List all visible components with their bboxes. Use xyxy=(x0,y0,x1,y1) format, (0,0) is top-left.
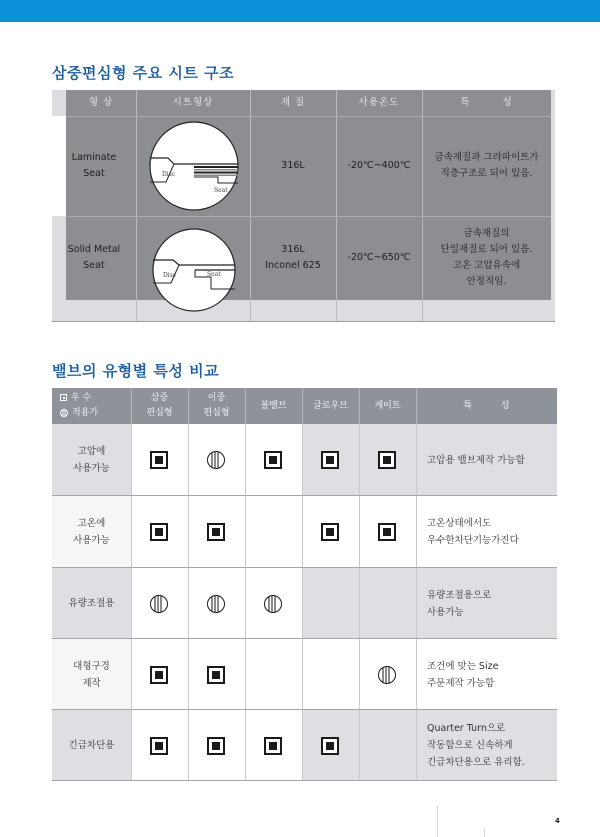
row-label: 고온에 사용가능 xyxy=(73,518,110,546)
row-feature: 고압용 밸브제작 가능함 xyxy=(427,454,525,466)
excellent-mark-icon xyxy=(264,451,282,469)
svg-text:Disc: Disc xyxy=(162,171,176,178)
svg-text:Disc: Disc xyxy=(163,272,177,279)
row2-temperature: -20℃~650℃ xyxy=(347,252,411,263)
section-title-seat-structure: 삼중편심형 주요 시트 구조 xyxy=(52,64,235,82)
table-row xyxy=(52,710,557,781)
excellent-symbol-icon xyxy=(60,394,67,401)
row1-shape: Laminate Seat xyxy=(71,152,117,179)
excellent-mark-icon xyxy=(150,737,168,755)
row-label: 대형구경 제작 xyxy=(73,660,110,689)
excellent-mark-icon xyxy=(207,737,225,755)
excellent-mark-icon xyxy=(150,451,168,469)
section-title-valve-comparison: 밸브의 유형별 특성 비교 xyxy=(52,362,220,380)
excellent-mark-icon xyxy=(378,523,396,541)
header-gate-valve: 게이트 xyxy=(374,400,401,411)
suitable-mark-icon xyxy=(264,595,282,613)
svg-text:Seat: Seat xyxy=(207,271,221,278)
excellent-mark-icon xyxy=(321,523,339,541)
header-temperature: 사용온도 xyxy=(358,97,400,108)
row1-material: 316L xyxy=(281,160,305,171)
header-seat-shape: 시트형상 xyxy=(172,97,214,108)
row-feature: Quarter Turn으로 작동함으로 신속하게 긴급차단용으로 유리함. xyxy=(427,723,525,768)
row-feature: 조건에 맞는 Size 주문제작 가능함 xyxy=(427,660,499,689)
table-header xyxy=(52,388,557,424)
row2-shape: Solid Metal Seat xyxy=(67,244,121,271)
excellent-mark-icon xyxy=(207,523,225,541)
header-feature: 특 성 xyxy=(463,400,510,411)
excellent-mark-icon xyxy=(150,523,168,541)
header-triple-offset: 삼중 편심형 xyxy=(146,393,173,418)
header-feature: 특 성 xyxy=(460,97,513,108)
table-row xyxy=(52,424,557,496)
svg-text:Seat: Seat xyxy=(214,187,228,194)
top-accent-bar xyxy=(0,0,600,22)
suitable-mark-icon xyxy=(207,451,225,469)
suitable-mark-icon xyxy=(207,595,225,613)
table-row xyxy=(52,639,557,710)
excellent-mark-icon xyxy=(264,737,282,755)
row-label: 긴급차단용 xyxy=(68,740,115,751)
header-shape: 형 상 xyxy=(88,97,114,108)
excellent-mark-icon xyxy=(207,666,225,684)
solid-metal-seat-diagram xyxy=(151,227,237,313)
excellent-mark-icon xyxy=(321,451,339,469)
seat-structure-table xyxy=(52,90,555,322)
table-row xyxy=(52,568,557,639)
suitable-mark-icon xyxy=(150,595,168,613)
page-number: 4 xyxy=(555,817,560,825)
row1-feature: 금속재질과 그라파이트가 적층구조로 되어 있음. xyxy=(434,152,539,179)
row-label: 유량조절용 xyxy=(68,598,115,609)
excellent-mark-icon xyxy=(150,666,168,684)
row2-material: 316L Inconel 625 xyxy=(265,244,321,271)
row-feature: 고온상태에서도 우수한차단기능가진다 xyxy=(427,518,519,546)
row-label: 고압에 사용가능 xyxy=(73,446,110,474)
suitable-mark-icon xyxy=(378,666,396,684)
header-double-offset: 이중 편심형 xyxy=(203,393,230,418)
row2-feature: 금속재질의 단일재질로 되어 있음. 고온 고압유속에 안정적임. xyxy=(440,228,533,287)
header-globe-valve: 글로우브 xyxy=(313,400,348,411)
row1-temperature: -20℃~400℃ xyxy=(347,160,411,171)
excellent-mark-icon xyxy=(321,737,339,755)
header-material: 재 질 xyxy=(280,97,306,108)
suitable-symbol-icon xyxy=(60,409,68,417)
header-ball-valve: 볼밸브 xyxy=(260,400,287,411)
laminate-seat-diagram xyxy=(148,120,240,212)
excellent-mark-icon xyxy=(378,451,396,469)
legend: 우 수 적용가 xyxy=(52,388,131,424)
row-feature: 유량조절용으로 사용가능 xyxy=(427,589,492,618)
table-row xyxy=(52,496,557,568)
